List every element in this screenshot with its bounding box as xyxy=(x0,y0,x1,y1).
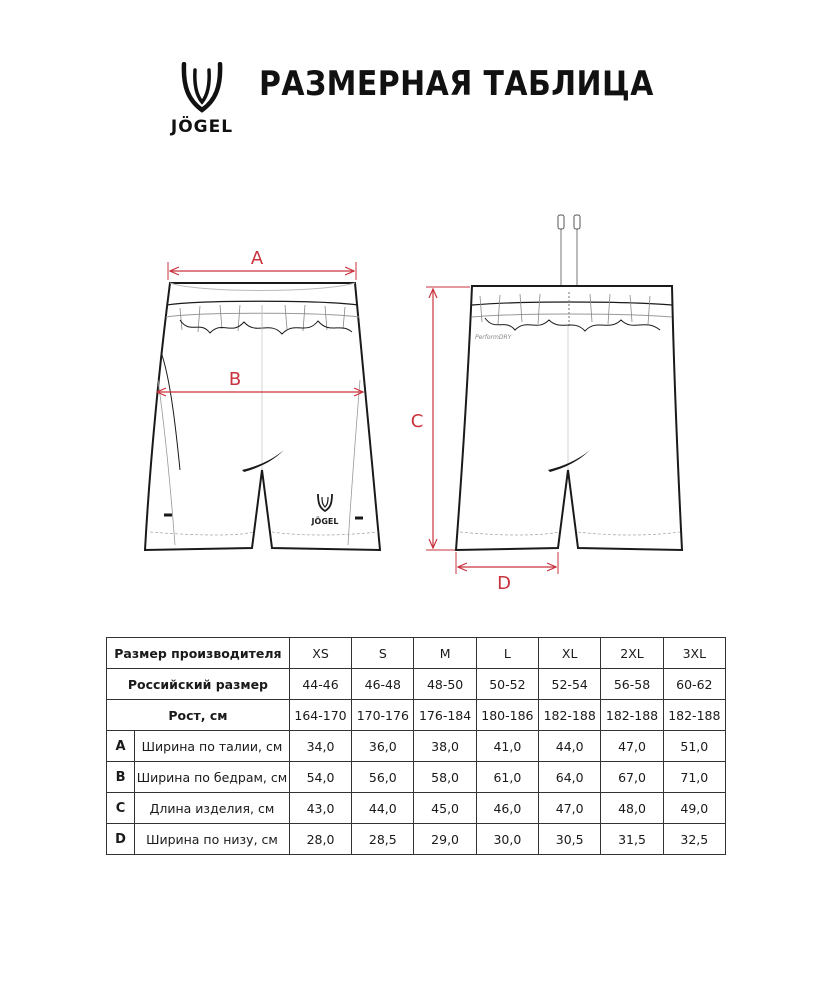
dimension-d xyxy=(456,552,558,594)
table-row-hip-width xyxy=(107,762,726,793)
front-brand-text: JÖGEL xyxy=(311,517,339,526)
measure-cell: 32,5 xyxy=(663,824,725,855)
table-row-waist-width xyxy=(107,731,726,762)
size-cell: XL xyxy=(539,638,601,669)
measure-cell: 47,0 xyxy=(539,793,601,824)
measure-letter: A xyxy=(107,731,135,762)
measure-cell: 47,0 xyxy=(601,731,663,762)
measure-cell: 28,0 xyxy=(289,824,351,855)
measure-cell: 48,0 xyxy=(601,793,663,824)
measure-cell: 44,0 xyxy=(539,731,601,762)
page-title: РАЗМЕРНАЯ ТАБЛИЦА xyxy=(259,64,654,104)
measure-cell: 30,0 xyxy=(476,824,538,855)
dimension-c-label: C xyxy=(410,411,424,432)
size-cell: S xyxy=(352,638,414,669)
row-label: Рост, см xyxy=(107,700,290,731)
height-cell: 164-170 xyxy=(289,700,351,731)
row-label: Российский размер xyxy=(107,669,290,700)
shorts-back-view xyxy=(456,215,682,550)
back-fabric-label: PerformDRY xyxy=(475,334,512,341)
measure-cell: 45,0 xyxy=(414,793,476,824)
brand-name: JÖGEL xyxy=(170,117,234,137)
measure-label: Длина изделия, см xyxy=(135,793,290,824)
measure-letter: C xyxy=(107,793,135,824)
height-cell: 182-188 xyxy=(601,700,663,731)
measure-cell: 49,0 xyxy=(663,793,725,824)
height-cell: 182-188 xyxy=(663,700,725,731)
measure-cell: 36,0 xyxy=(352,731,414,762)
size-cell: 52-54 xyxy=(539,669,601,700)
height-cell: 170-176 xyxy=(352,700,414,731)
dimension-a xyxy=(168,248,356,280)
measure-cell: 31,5 xyxy=(601,824,663,855)
measure-cell: 34,0 xyxy=(289,731,351,762)
table-row-russian-size xyxy=(107,669,726,700)
shorts-front-view xyxy=(145,283,380,550)
measure-letter: D xyxy=(107,824,135,855)
size-cell: M xyxy=(414,638,476,669)
measure-label: Ширина по талии, см xyxy=(135,731,290,762)
measure-label: Ширина по бедрам, см xyxy=(135,762,290,793)
measure-cell: 46,0 xyxy=(476,793,538,824)
size-cell: L xyxy=(476,638,538,669)
measure-cell: 28,5 xyxy=(352,824,414,855)
dimension-a-label: A xyxy=(250,248,264,269)
measure-cell: 54,0 xyxy=(289,762,351,793)
measure-cell: 61,0 xyxy=(476,762,538,793)
size-cell: 46-48 xyxy=(352,669,414,700)
measure-label: Ширина по низу, см xyxy=(135,824,290,855)
measure-cell: 67,0 xyxy=(601,762,663,793)
table-row-hem-width xyxy=(107,824,726,855)
measure-cell: 43,0 xyxy=(289,793,351,824)
size-cell: 44-46 xyxy=(289,669,351,700)
size-cell: XS xyxy=(289,638,351,669)
size-cell: 50-52 xyxy=(476,669,538,700)
measure-cell: 44,0 xyxy=(352,793,414,824)
dimension-d-label: D xyxy=(497,573,511,594)
size-cell: 56-58 xyxy=(601,669,663,700)
dimension-b-label: B xyxy=(228,369,242,390)
measure-cell: 41,0 xyxy=(476,731,538,762)
table-row-length xyxy=(107,793,726,824)
measure-cell: 71,0 xyxy=(663,762,725,793)
measure-cell: 56,0 xyxy=(352,762,414,793)
measure-cell: 58,0 xyxy=(414,762,476,793)
measure-cell: 38,0 xyxy=(414,731,476,762)
height-cell: 176-184 xyxy=(414,700,476,731)
measure-cell: 64,0 xyxy=(539,762,601,793)
table-row-manufacturer-size xyxy=(107,638,726,669)
size-cell: 60-62 xyxy=(663,669,725,700)
size-cell: 3XL xyxy=(663,638,725,669)
height-cell: 182-188 xyxy=(539,700,601,731)
measure-cell: 30,5 xyxy=(539,824,601,855)
size-cell: 48-50 xyxy=(414,669,476,700)
size-table xyxy=(106,637,726,855)
table-row-height xyxy=(107,700,726,731)
row-label: Размер производителя xyxy=(107,638,290,669)
height-cell: 180-186 xyxy=(476,700,538,731)
size-cell: 2XL xyxy=(601,638,663,669)
measure-letter: B xyxy=(107,762,135,793)
measure-cell: 51,0 xyxy=(663,731,725,762)
measure-cell: 29,0 xyxy=(414,824,476,855)
